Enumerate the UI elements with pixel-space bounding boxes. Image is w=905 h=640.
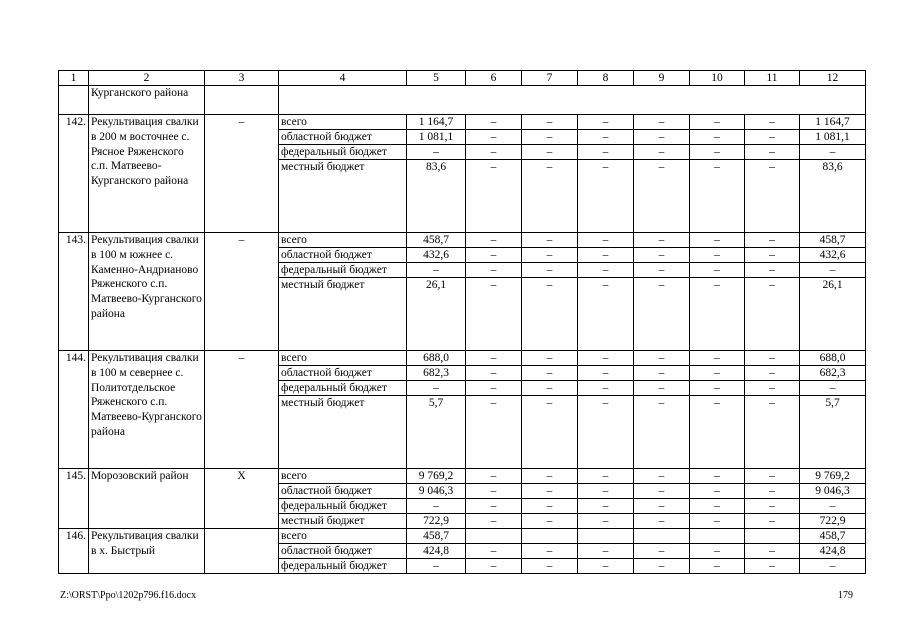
value-cell-col11: – <box>745 160 800 233</box>
value-cell-col11: – <box>745 514 800 529</box>
value-cell-col6: – <box>466 381 522 396</box>
item-name-cell: Курганского района <box>89 86 205 115</box>
value-cell-col5: 83,6 <box>407 160 466 233</box>
value-cell-col9: – <box>634 351 690 366</box>
value-cell-col6: – <box>466 396 522 469</box>
value-cell-col6: – <box>466 145 522 160</box>
value-cell-col12: 9 046,3 <box>800 484 866 499</box>
value-cell-col6: – <box>466 278 522 351</box>
column-header: 1 <box>59 71 89 86</box>
budget-label-cell: федеральный бюджет <box>279 263 407 278</box>
value-cell-col9: – <box>634 115 690 130</box>
value-cell-col8: – <box>578 499 634 514</box>
value-cell-col12: 688,0 <box>800 351 866 366</box>
value-cell-col7 <box>522 529 578 544</box>
value-cell-col7: – <box>522 469 578 484</box>
table-row <box>59 233 866 248</box>
value-cell-col6: – <box>466 499 522 514</box>
col3-cell: – <box>205 233 279 351</box>
column-header: 6 <box>466 71 522 86</box>
column-header: 10 <box>690 71 745 86</box>
column-header: 5 <box>407 71 466 86</box>
budget-label-cell: местный бюджет <box>279 160 407 233</box>
budget-label-cell: местный бюджет <box>279 278 407 351</box>
row-number-cell: 144. <box>59 351 89 469</box>
value-cell-col8: – <box>578 351 634 366</box>
value-cell-col5: 458,7 <box>407 529 466 544</box>
budget-label-cell: всего <box>279 469 407 484</box>
value-cell-col10: – <box>690 351 745 366</box>
value-cell-col6: – <box>466 263 522 278</box>
header-row <box>59 71 866 86</box>
budget-label-cell: местный бюджет <box>279 396 407 469</box>
value-cell-col9: – <box>634 366 690 381</box>
budget-label-cell: федеральный бюджет <box>279 381 407 396</box>
value-cell-col10: – <box>690 233 745 248</box>
column-header: 4 <box>279 71 407 86</box>
col3-cell <box>205 529 279 574</box>
value-cell-col7: – <box>522 233 578 248</box>
value-cell-col12: – <box>800 559 866 574</box>
value-cell-col10: – <box>690 278 745 351</box>
value-cell-col10: – <box>690 263 745 278</box>
footer-page-number: 179 <box>838 590 853 601</box>
budget-label-cell: всего <box>279 529 407 544</box>
value-cell-col7: – <box>522 278 578 351</box>
value-cell-col10: – <box>690 115 745 130</box>
value-cell-col8: – <box>578 366 634 381</box>
value-cell-col12: 458,7 <box>800 529 866 544</box>
value-cell-col8: – <box>578 544 634 559</box>
item-name-cell: Морозовский район <box>89 469 205 529</box>
value-cell-col6: – <box>466 351 522 366</box>
value-cell-col5: 5,7 <box>407 396 466 469</box>
column-header: 12 <box>800 71 866 86</box>
value-cell-col7: – <box>522 248 578 263</box>
column-header: 7 <box>522 71 578 86</box>
value-cell-col12: – <box>800 263 866 278</box>
value-cell-col6 <box>466 529 522 544</box>
column-header: 2 <box>89 71 205 86</box>
column-header: 9 <box>634 71 690 86</box>
value-cell-col7: – <box>522 514 578 529</box>
value-cell-col12: 1 081,1 <box>800 130 866 145</box>
value-cell-col12: 83,6 <box>800 160 866 233</box>
value-cell-col10: – <box>690 145 745 160</box>
value-cell-col8: – <box>578 559 634 574</box>
value-cell-col5: 1 164,7 <box>407 115 466 130</box>
row-number-cell: 143. <box>59 233 89 351</box>
value-cell-col10: – <box>690 544 745 559</box>
value-cell-col11: – <box>745 544 800 559</box>
value-cell-col9: – <box>634 248 690 263</box>
value-cell-col8: – <box>578 160 634 233</box>
value-cell-col5: 722,9 <box>407 514 466 529</box>
value-cell-col11: – <box>745 130 800 145</box>
value-cell-col7: – <box>522 544 578 559</box>
value-cell-col8 <box>578 529 634 544</box>
value-cell-col9: – <box>634 145 690 160</box>
value-cell-col12: 1 164,7 <box>800 115 866 130</box>
table-row <box>59 469 866 484</box>
value-cell-col8: – <box>578 278 634 351</box>
value-cell-col7: – <box>522 499 578 514</box>
column-header: 8 <box>578 71 634 86</box>
table-row <box>59 115 866 130</box>
value-cell-col11: – <box>745 381 800 396</box>
value-cell-col6: – <box>466 484 522 499</box>
table-row <box>59 351 866 366</box>
value-cell-col8: – <box>578 469 634 484</box>
value-cell-col11: – <box>745 469 800 484</box>
row-number-cell: 145. <box>59 469 89 529</box>
budget-label-cell: всего <box>279 233 407 248</box>
blank-cell <box>279 86 866 115</box>
value-cell-col11: – <box>745 233 800 248</box>
value-cell-col5: 458,7 <box>407 233 466 248</box>
value-cell-col12: 682,3 <box>800 366 866 381</box>
value-cell-col6: – <box>466 248 522 263</box>
budget-label-cell: областной бюджет <box>279 130 407 145</box>
budget-table <box>58 70 866 574</box>
item-name-cell: Рекультивация свалки в 100 м севернее с. Политотдельское Ряженского с.п. Матвеево-Курганского района <box>89 351 205 469</box>
value-cell-col5: 432,6 <box>407 248 466 263</box>
value-cell-col5: – <box>407 381 466 396</box>
value-cell-col6: – <box>466 469 522 484</box>
value-cell-col10: – <box>690 499 745 514</box>
value-cell-col11: – <box>745 484 800 499</box>
value-cell-col5: – <box>407 263 466 278</box>
budget-label-cell: всего <box>279 351 407 366</box>
value-cell-col9: – <box>634 233 690 248</box>
budget-label-cell: областной бюджет <box>279 544 407 559</box>
value-cell-col8: – <box>578 484 634 499</box>
value-cell-col7: – <box>522 160 578 233</box>
value-cell-col12: 722,9 <box>800 514 866 529</box>
value-cell-col10: – <box>690 381 745 396</box>
row-number-cell: 146. <box>59 529 89 574</box>
row-number-cell <box>59 86 89 115</box>
value-cell-col7: – <box>522 145 578 160</box>
value-cell-col11: – <box>745 278 800 351</box>
item-name-cell: Рекультивация свалки в 200 м восточнее с. Рясное Ряженского с.п. Матвеево-Курганского района <box>89 115 205 233</box>
value-cell-col5: – <box>407 499 466 514</box>
value-cell-col7: – <box>522 559 578 574</box>
value-cell-col9: – <box>634 469 690 484</box>
budget-label-cell: федеральный бюджет <box>279 559 407 574</box>
value-cell-col7: – <box>522 366 578 381</box>
value-cell-col12: – <box>800 499 866 514</box>
footer-file-path: Z:\ORST\Ppo\1202p796.f16.docx <box>60 590 197 601</box>
value-cell-col10: – <box>690 484 745 499</box>
value-cell-col5: – <box>407 145 466 160</box>
value-cell-col10: – <box>690 559 745 574</box>
value-cell-col12: 424,8 <box>800 544 866 559</box>
value-cell-col5: 9 046,3 <box>407 484 466 499</box>
value-cell-col10: – <box>690 469 745 484</box>
value-cell-col11: – <box>745 248 800 263</box>
value-cell-col11: – <box>745 115 800 130</box>
value-cell-col10: – <box>690 160 745 233</box>
value-cell-col9: – <box>634 130 690 145</box>
item-name-cell: Рекультивация свалки в х. Быстрый <box>89 529 205 574</box>
value-cell-col5: 424,8 <box>407 544 466 559</box>
value-cell-col10: – <box>690 514 745 529</box>
value-cell-col7: – <box>522 484 578 499</box>
value-cell-col5: 1 081,1 <box>407 130 466 145</box>
value-cell-col5: 682,3 <box>407 366 466 381</box>
value-cell-col8: – <box>578 233 634 248</box>
value-cell-col10: – <box>690 366 745 381</box>
value-cell-col12: – <box>800 381 866 396</box>
value-cell-col5: 688,0 <box>407 351 466 366</box>
column-header: 11 <box>745 71 800 86</box>
value-cell-col9: – <box>634 396 690 469</box>
value-cell-col9: – <box>634 381 690 396</box>
value-cell-col10 <box>690 529 745 544</box>
value-cell-col7: – <box>522 381 578 396</box>
value-cell-col11: – <box>745 499 800 514</box>
value-cell-col5: 26,1 <box>407 278 466 351</box>
budget-label-cell: федеральный бюджет <box>279 145 407 160</box>
value-cell-col7: – <box>522 396 578 469</box>
value-cell-col12: – <box>800 145 866 160</box>
value-cell-col6: – <box>466 559 522 574</box>
value-cell-col8: – <box>578 115 634 130</box>
value-cell-col11 <box>745 529 800 544</box>
value-cell-col8: – <box>578 514 634 529</box>
value-cell-col11: – <box>745 351 800 366</box>
col3-cell: – <box>205 351 279 469</box>
budget-label-cell: местный бюджет <box>279 514 407 529</box>
value-cell-col8: – <box>578 130 634 145</box>
value-cell-col7: – <box>522 263 578 278</box>
value-cell-col8: – <box>578 145 634 160</box>
value-cell-col9: – <box>634 278 690 351</box>
value-cell-col10: – <box>690 396 745 469</box>
item-name-cell: Рекультивация свалки в 100 м южнее с. Каменно-Андрианово Ряженского с.п. Матвеево-Курганского района <box>89 233 205 351</box>
value-cell-col8: – <box>578 248 634 263</box>
value-cell-col11: – <box>745 366 800 381</box>
budget-label-cell: всего <box>279 115 407 130</box>
value-cell-col7: – <box>522 130 578 145</box>
value-cell-col12: 458,7 <box>800 233 866 248</box>
value-cell-col9: – <box>634 484 690 499</box>
value-cell-col5: – <box>407 559 466 574</box>
value-cell-col9: – <box>634 263 690 278</box>
value-cell-col11: – <box>745 559 800 574</box>
budget-label-cell: федеральный бюджет <box>279 499 407 514</box>
value-cell-col11: – <box>745 263 800 278</box>
value-cell-col11: – <box>745 145 800 160</box>
col3-cell: – <box>205 115 279 233</box>
col3-cell: Х <box>205 469 279 529</box>
value-cell-col9: – <box>634 160 690 233</box>
value-cell-col6: – <box>466 160 522 233</box>
value-cell-col12: 26,1 <box>800 278 866 351</box>
value-cell-col11: – <box>745 396 800 469</box>
value-cell-col7: – <box>522 115 578 130</box>
value-cell-col9: – <box>634 544 690 559</box>
value-cell-col12: 9 769,2 <box>800 469 866 484</box>
value-cell-col12: 5,7 <box>800 396 866 469</box>
value-cell-col6: – <box>466 366 522 381</box>
value-cell-col6: – <box>466 115 522 130</box>
row-number-cell: 142. <box>59 115 89 233</box>
value-cell-col10: – <box>690 248 745 263</box>
table-row <box>59 529 866 544</box>
value-cell-col6: – <box>466 514 522 529</box>
value-cell-col6: – <box>466 544 522 559</box>
value-cell-col8: – <box>578 263 634 278</box>
col3-cell <box>205 86 279 115</box>
value-cell-col9 <box>634 529 690 544</box>
value-cell-col5: 9 769,2 <box>407 469 466 484</box>
value-cell-col9: – <box>634 514 690 529</box>
value-cell-col12: 432,6 <box>800 248 866 263</box>
value-cell-col8: – <box>578 396 634 469</box>
budget-label-cell: областной бюджет <box>279 366 407 381</box>
value-cell-col6: – <box>466 130 522 145</box>
value-cell-col10: – <box>690 130 745 145</box>
continuation-row <box>59 86 866 115</box>
value-cell-col6: – <box>466 233 522 248</box>
budget-label-cell: областной бюджет <box>279 484 407 499</box>
column-header: 3 <box>205 71 279 86</box>
value-cell-col8: – <box>578 381 634 396</box>
budget-label-cell: областной бюджет <box>279 248 407 263</box>
value-cell-col9: – <box>634 499 690 514</box>
value-cell-col9: – <box>634 559 690 574</box>
value-cell-col7: – <box>522 351 578 366</box>
